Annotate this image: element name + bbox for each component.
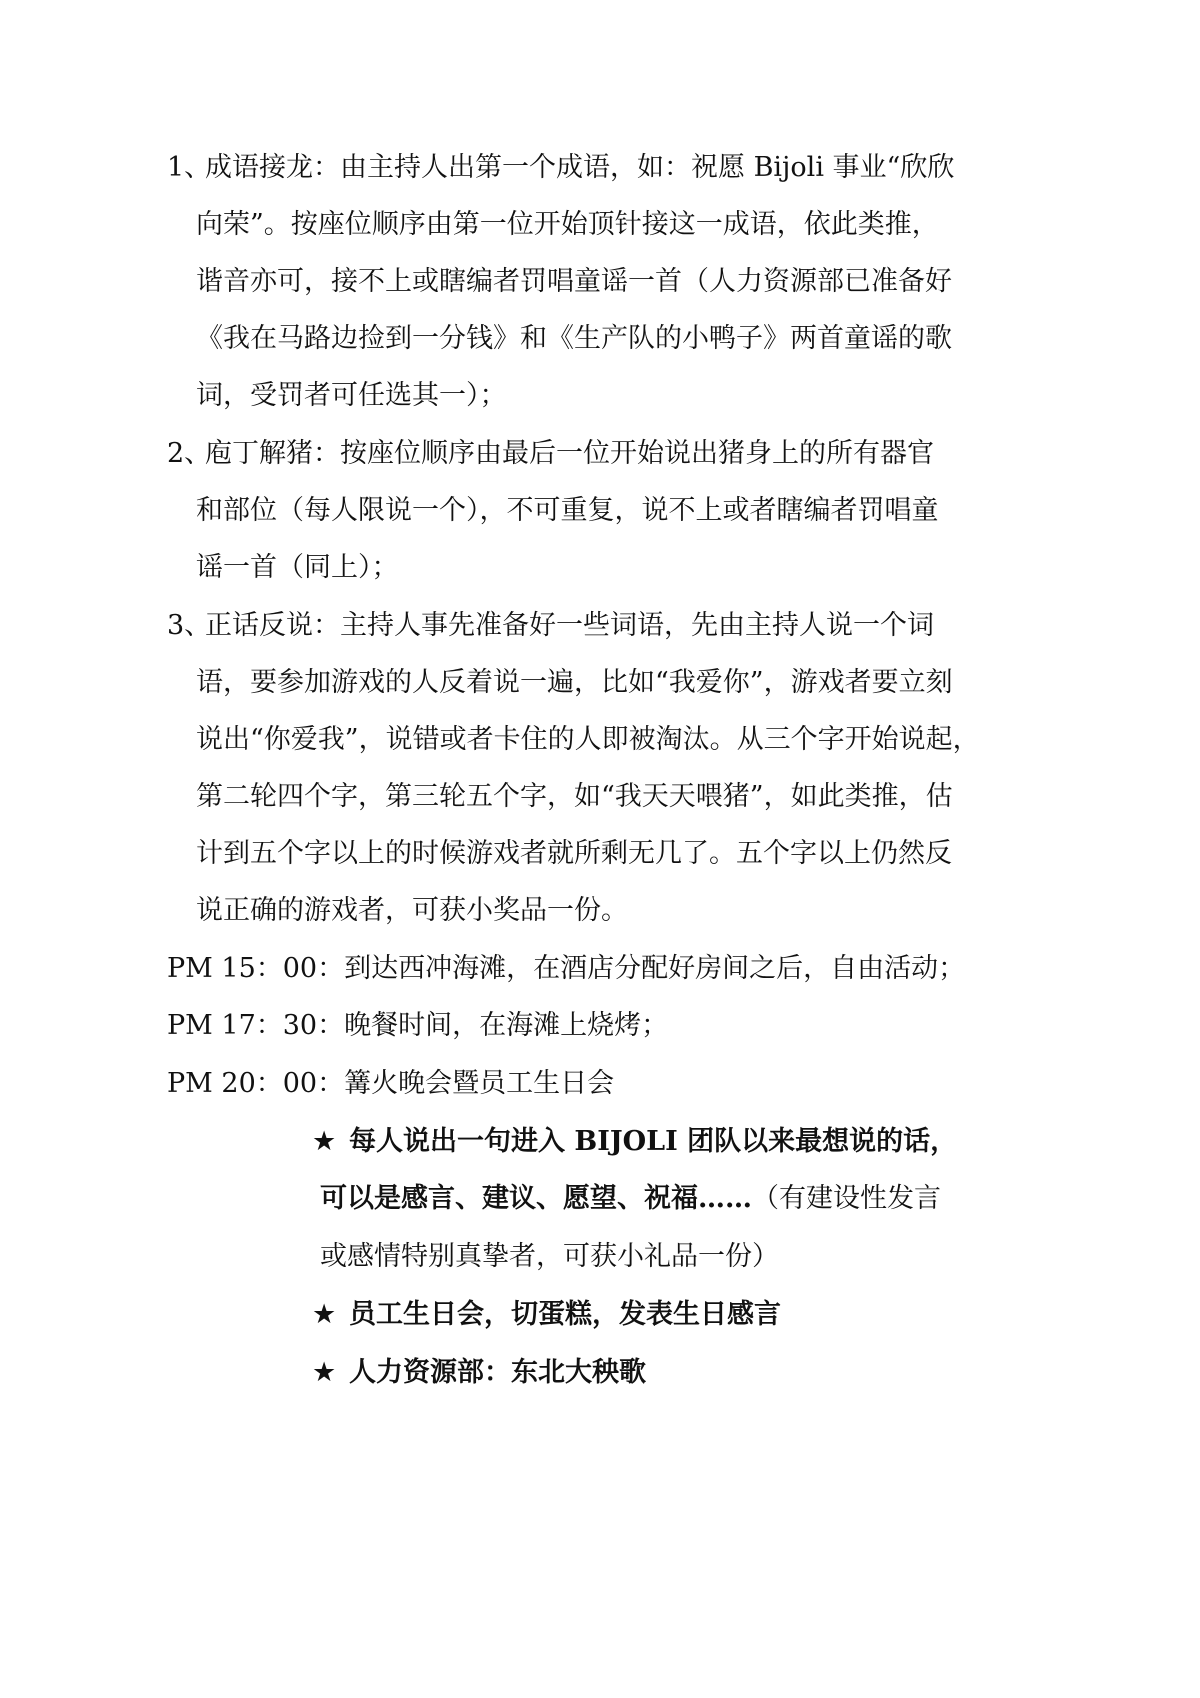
item-1-number: 1、 (167, 152, 212, 183)
item-3-text: 说出“你爱我”，说错或者卡住的人即被淘汰。从三个字开始说起， (196, 724, 980, 755)
bullet-1-bold-text: 可以是感言、建议、愿望、祝福…… (320, 1183, 752, 1214)
star-icon: ★ (312, 1299, 337, 1330)
bullet-1-normal-text: 或感情特别真挚者，可获小礼品一份） (320, 1241, 779, 1272)
item-3-text: 语，要参加游戏的人反着说一遍，比如“我爱你”，游戏者要立刻 (196, 667, 953, 698)
item-1-text: 词，受罚者可任选其一）； (196, 380, 507, 411)
item-2-text: 谣一首（同上）； (196, 552, 399, 583)
item-1-text: 向荣”。按座位顺序由第一位开始顶针接这一成语，依此类推， (196, 209, 939, 240)
item-3-number: 3、 (167, 610, 212, 641)
bullet-2-bold-text: 员工生日会，切蛋糕，发表生日感言 (349, 1299, 781, 1330)
item-1-text: 成语接龙：由主持人出第一个成语，如：祝愿 Bijoli 事业“欣欣 (205, 152, 955, 183)
item-3-text: 正话反说：主持人事先准备好一些词语，先由主持人说一个词 (205, 610, 934, 641)
bullet-1-normal-text: （有建设性发言 (752, 1183, 941, 1214)
item-3-text: 第二轮四个字，第三轮五个字，如“我天天喂猪”，如此类推，估 (196, 781, 953, 812)
schedule-text: PM 17：30：晚餐时间，在海滩上烧烤； (167, 1010, 669, 1041)
item-2-text: 庖丁解猪：按座位顺序由最后一位开始说出猪身上的所有器官 (205, 438, 934, 469)
item-2-number: 2、 (167, 438, 212, 469)
schedule-text: PM 20：00：篝火晚会暨员工生日会 (167, 1068, 615, 1099)
star-icon: ★ (312, 1357, 337, 1388)
item-3-text: 计到五个字以上的时候游戏者就所剩无几了。五个字以上仍然反 (196, 838, 952, 869)
item-1-text: 谐音亦可，接不上或瞎编者罚唱童谣一首（人力资源部已准备好 (196, 266, 952, 297)
bullet-1-bold-text: 每人说出一句进入 BIJOLI 团队以来最想说的话， (349, 1126, 958, 1157)
item-1-text: 《我在马路边捡到一分钱》和《生产队的小鸭子》两首童谣的歌 (196, 323, 952, 354)
item-3-text: 说正确的游戏者，可获小奖品一份。 (196, 895, 628, 926)
item-2-text: 和部位（每人限说一个），不可重复，说不上或者瞎编者罚唱童 (196, 495, 939, 526)
star-icon: ★ (312, 1126, 337, 1157)
bullet-3-bold-text: 人力资源部：东北大秧歌 (349, 1357, 646, 1388)
schedule-text: PM 15：00：到达西冲海滩，在酒店分配好房间之后，自由活动； (167, 953, 966, 984)
